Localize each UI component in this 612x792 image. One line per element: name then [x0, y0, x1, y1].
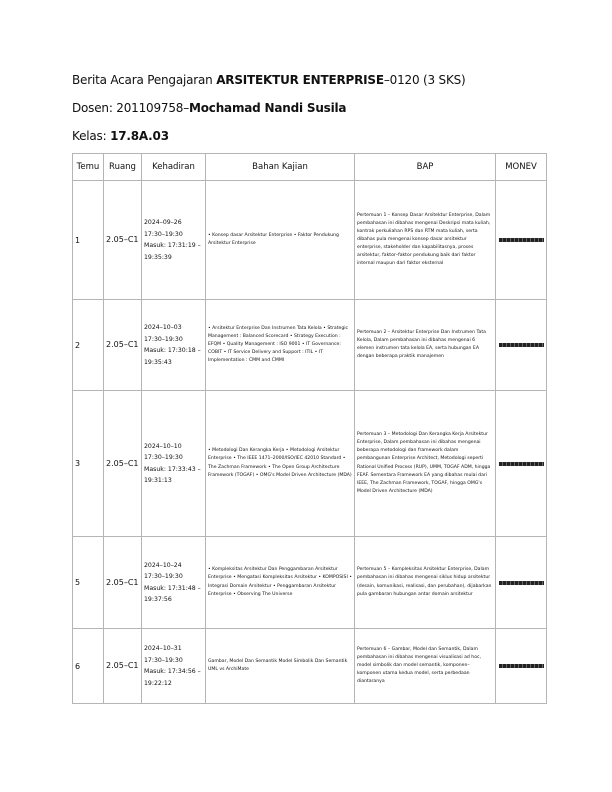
table-header-row — [73, 154, 547, 181]
cell-bap: Pertemuan 6 – Gambar, Model dan Semantik, Dalam pembahasan ini dibahas mengenai visualisasi ad hoc, model simbolik dan model semantik, komponen–komponen utama kedua model, serta perbedaan diantaranya — [355, 629, 496, 704]
col-bahan-kajian: Bahan Kajian — [206, 154, 355, 181]
cell-monev[interactable] — [496, 181, 547, 300]
cell-temu: 3 — [73, 391, 104, 537]
table-row — [73, 300, 547, 391]
lecturer-line: Dosen: 201109758–Mochamad Nandi Susila — [72, 101, 347, 115]
cell-kehadiran: 2024–09–26 17:30–19:30 Masuk: 17:31:19 –19:35:39 — [142, 181, 206, 300]
cell-bahan-kajian: Gambar, Model Dan Semantik Model Simbolik Dan Semantik UML vs ArchiMate — [206, 629, 355, 704]
cell-bap: Pertemuan 5 – Kompleksitas Arsitektur Enterprise, Dalam pembahasan ini dibahas mengenai siklus hidup arsitektur (desain, komunikasi, realisasi, dan perubahan), dijabarkan pula gambaran hubungan antar domain arsitektur — [355, 537, 496, 629]
cell-kehadiran: 2024–10–03 17:30–19:30 Masuk: 17:30:18 –19:35:43 — [142, 300, 206, 391]
cell-bahan-kajian: • Metodologi Dan Kerangka Kerja • Metodologi Arsitektur Enterprise • The IEEE 1471–2000/ISO/IEC 42010 Standard • The Zachman Framework • The Open Group Architecture Framework (TOGAF) • OMG's Model Driven Architecture (MDA) — [206, 391, 355, 537]
cell-bahan-kajian: • Konsep dasar Arsitektur Enterprise • Faktor Pendukung Arsitektur Enterprise — [206, 181, 355, 300]
cell-bahan-kajian: • Arsitektur Enterprise Dan Instrumen Tata Kelola • Strategic Management : Balanced Scorecard • Strategy Execution : EFQM • Quality Management : ISO 9001 • IT Governance: COBIT • IT Service Delivery and Support : ITIL • IT Implementation : CMM and CMMI — [206, 300, 355, 391]
cell-bap: Pertemuan 1 – Konsep Dasar Arsitektur Enterprise, Dalam pembahasan ini dibahas mengenai Deskripsi mata kuliah, kontrak perkuliahan RPS dan RTM mata kuliah, serta dibahas pula mengenai konsep dasar arsitektur enterprise, stakeholder dan kapabilitasnya, proses arsitektur, faktor–faktor pendukung baik dari faktor internal maupun dari faktor eksternal — [355, 181, 496, 300]
monev-link[interactable] — [499, 462, 544, 466]
cell-monev[interactable] — [496, 629, 547, 704]
table-row — [73, 391, 547, 537]
cell-bap: Pertemuan 2 – Arsitektur Enterprise Dan Instrumen Tata Kelola, Dalam pembahasan ini dibahas mengenai 6 elemen instrumen tata kelola EA, serta hubungan EA dengan beberapa praktik manajemen — [355, 300, 496, 391]
table-row — [73, 537, 547, 629]
cell-ruang: 2.05–C1 — [104, 391, 142, 537]
monev-link[interactable] — [499, 343, 544, 347]
monev-link[interactable] — [499, 581, 544, 585]
cell-bap: Pertemuan 3 – Metodologi Dan Kerangka Kerja Arsitektur Enterprise, Dalam pembahasan ini dibahas mengenai beberapa metodologi dan framework dalam pembangunan Enterprise Architect, Metodologi seperti Rational Unified Process (RUP), UMM, TOGAF ADM, hingga FEAF. Sementara Framework EA yang dibahas mulai dari IEEE, The Zachman Framework, TOGAF, hingga OMG's Model Driven Architecture (MDA) — [355, 391, 496, 537]
cell-monev[interactable] — [496, 537, 547, 629]
monev-link[interactable] — [499, 664, 544, 668]
col-bap: BAP — [355, 154, 496, 181]
cell-monev[interactable] — [496, 300, 547, 391]
bap-table — [72, 153, 547, 704]
cell-temu: 5 — [73, 537, 104, 629]
cell-kehadiran: 2024–10–31 17:30–19:30 Masuk: 17:34:56 –19:22:12 — [142, 629, 206, 704]
cell-kehadiran: 2024–10–10 17:30–19:30 Masuk: 17:33:43 –19:31:13 — [142, 391, 206, 537]
table-row — [73, 629, 547, 704]
cell-temu: 6 — [73, 629, 104, 704]
monev-link[interactable] — [499, 238, 544, 242]
cell-monev[interactable] — [496, 391, 547, 537]
cell-temu: 2 — [73, 300, 104, 391]
col-temu: Temu — [73, 154, 104, 181]
cell-temu: 1 — [73, 181, 104, 300]
cell-ruang: 2.05–C1 — [104, 300, 142, 391]
class-line: Kelas: 17.8A.03 — [72, 129, 169, 143]
table-row — [73, 181, 547, 300]
col-kehadiran: Kehadiran — [142, 154, 206, 181]
cell-kehadiran: 2024–10–24 17:30–19:30 Masuk: 17:31:48 –19:37:56 — [142, 537, 206, 629]
cell-ruang: 2.05–C1 — [104, 629, 142, 704]
report-title: Berita Acara Pengajaran ARSITEKTUR ENTERPRISE–0120 (3 SKS) — [72, 73, 466, 87]
col-ruang: Ruang — [104, 154, 142, 181]
cell-bahan-kajian: • Kompleksitas Arsitektur Dan Penggambaran Arsitektur Enterprise • Mengatasi Kompleksitas Arsitektur • KOMPOSISI • Integrasi Domain Arsitektur • Penggambaran Arsitektur Enterprise • Observing The Universe — [206, 537, 355, 629]
cell-ruang: 2.05–C1 — [104, 181, 142, 300]
col-monev: MONEV — [496, 154, 547, 181]
cell-ruang: 2.05–C1 — [104, 537, 142, 629]
